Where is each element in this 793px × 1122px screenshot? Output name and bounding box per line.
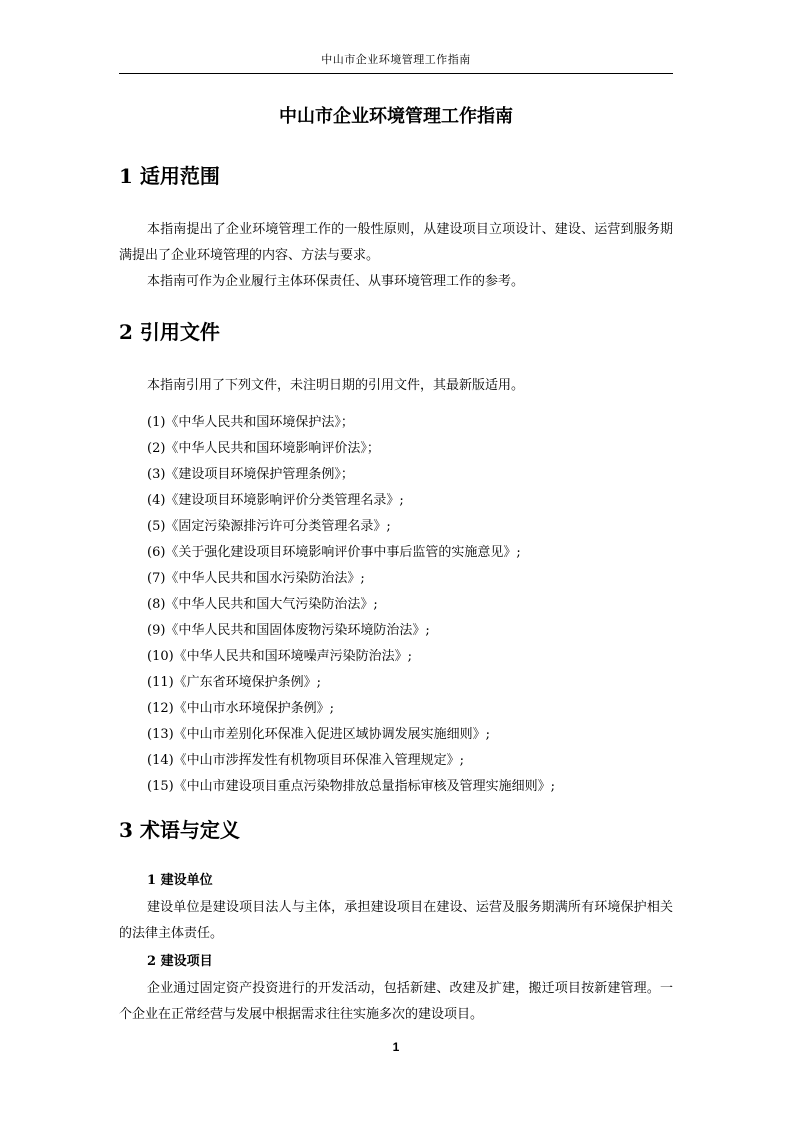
term-heading-construction-unit: 1 建设单位 [147,873,213,888]
references-intro: 本指南引用了下列文件，未注明日期的引用文件，其最新版适用。 [147,378,525,393]
header-rule [119,73,673,74]
page-number: 1 [392,1040,400,1054]
reference-item: (10)《中华人民共和国环境噪声污染防治法》; [147,649,413,664]
scope-paragraph-1: 本指南提出了企业环境管理工作的一般性原则，从建设项目立项设计、建设、运营到服务期满提出了企业环境管理的内容、方法与要求。 [119,222,673,263]
reference-item: (3)《建设项目环境保护管理条例》； [147,467,354,482]
reference-item: (4)《建设项目环境影响评价分类管理名录》; [147,493,404,508]
scope-paragraph-2: 本指南可作为企业履行主体环保责任、从事环境管理工作的参考。 [147,274,525,289]
term-definition-construction-project: 企业通过固定资产投资进行的开发活动，包括新建、改建及扩建，搬迁项目按新建管理。一个企业在正常经营与发展中根据需求往往实施多次的建设项目。 [119,981,673,1022]
document-title: 中山市企业环境管理工作指南 [279,106,513,127]
section-heading-scope: 1 适用范围 [119,164,220,188]
reference-item: (14)《中山市涉挥发性有机物项目环保准入管理规定》; [147,753,465,768]
reference-item: (1)《中华人民共和国环境保护法》； [147,415,354,430]
reference-item: (7)《中华人民共和国水污染防治法》; [147,571,365,586]
reference-item: (9)《中华人民共和国固体废物污染环境防治法》; [147,623,430,638]
reference-item: (8)《中华人民共和国大气污染防治法》; [147,597,378,612]
reference-item: (15)《中山市建设项目重点污染物排放总量指标审核及管理实施细则》; [147,779,556,794]
running-header: 中山市企业环境管理工作指南 [321,53,471,66]
section-heading-references: 2 引用文件 [119,320,220,344]
term-heading-construction-project: 2 建设项目 [147,954,213,969]
reference-item: (2)《中华人民共和国环境影响评价法》； [147,441,380,456]
reference-list [147,410,555,800]
reference-item: (11)《广东省环境保护条例》; [147,675,322,690]
section-heading-terms: 3 术语与定义 [119,818,240,842]
reference-item: (13)《中山市差别化环保准入促进区域协调发展实施细则》; [147,727,491,742]
reference-item: (6)《关于强化建设项目环境影响评价事中事后监管的实施意见》; [147,545,521,560]
reference-item: (5)《固定污染源排污许可分类管理名录》; [147,519,391,534]
reference-item: (12)《中山市水环境保护条例》; [147,701,335,716]
term-definition-construction-unit: 建设单位是建设项目法人与主体，承担建设项目在建设、运营及服务期满所有环境保护相关的法律主体责任。 [119,900,673,941]
